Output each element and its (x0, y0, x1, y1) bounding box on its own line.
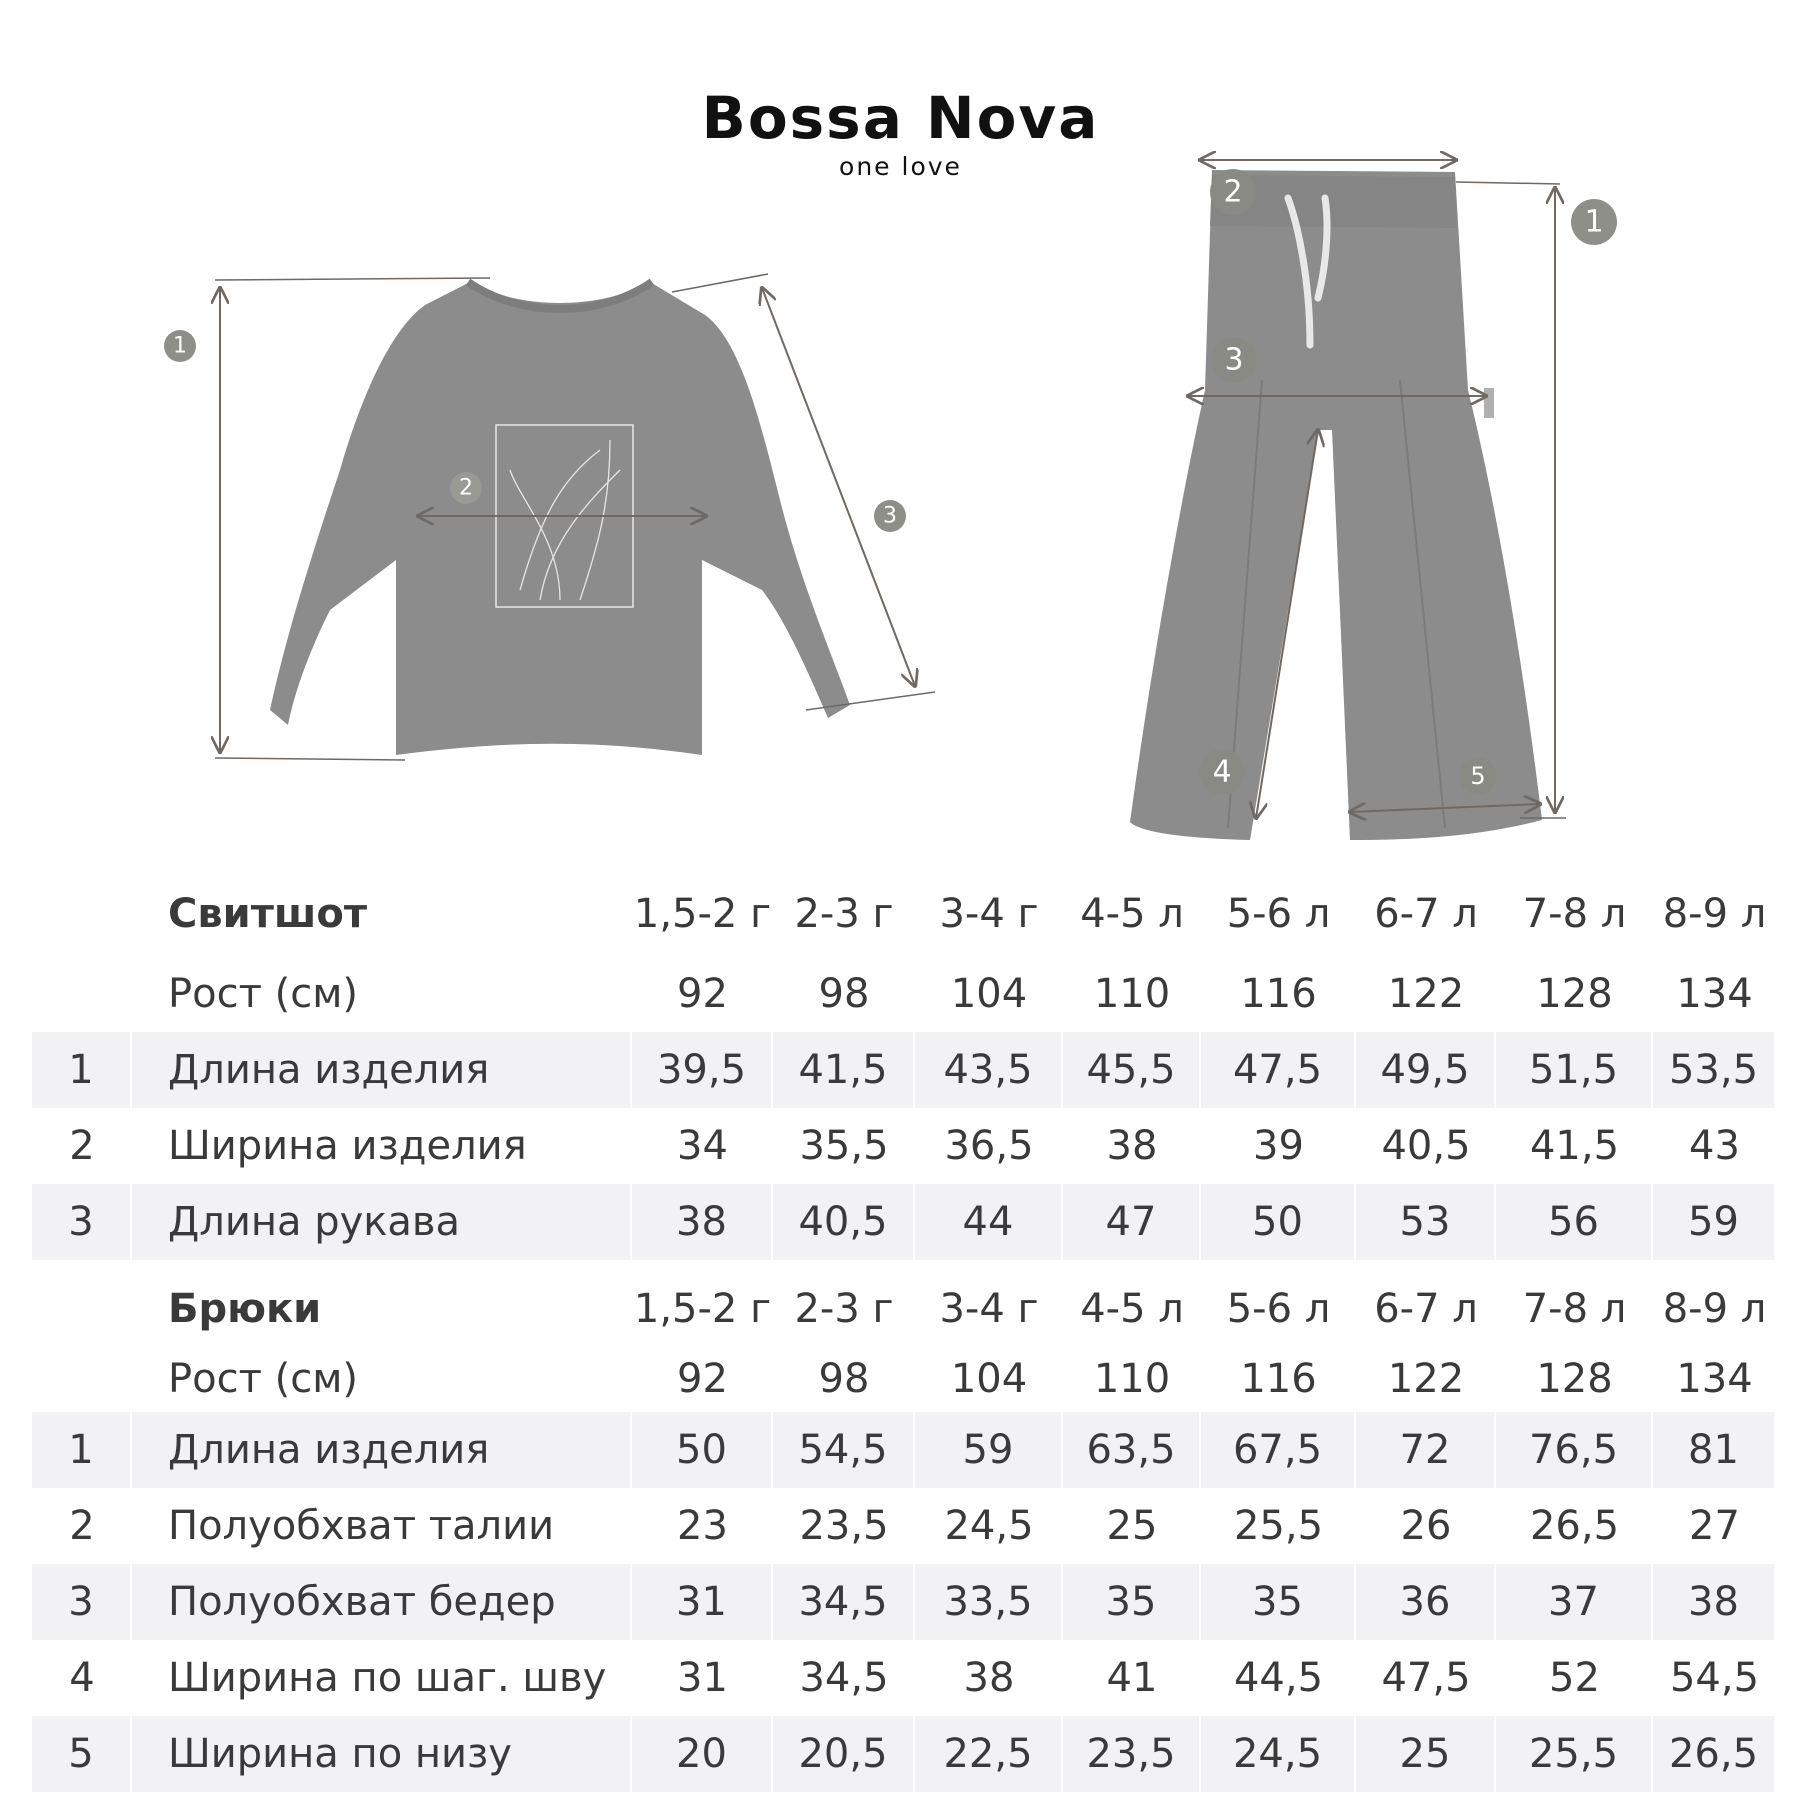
table-cell: 38 (632, 1184, 773, 1260)
height-row (32, 1346, 1776, 1412)
table-cell: 27 (1689, 1503, 1740, 1549)
table-cell: 33,5 (915, 1564, 1063, 1640)
sweatshirt-badge-2 (450, 472, 482, 504)
sweatshirt-illustration (270, 282, 850, 755)
size-header: 6-7 л (1374, 1286, 1478, 1332)
table-cell: 24,5 (944, 1503, 1034, 1549)
table-cell: 53 (1356, 1184, 1496, 1260)
table-cell: 81 (1653, 1412, 1776, 1488)
table-row (32, 1108, 1776, 1184)
table-cell: 36 (1356, 1564, 1496, 1640)
table-cell: 34,5 (773, 1564, 915, 1640)
brand-tagline: one love (839, 152, 962, 181)
table-cell: 39,5 (632, 1032, 773, 1108)
table-header-row (32, 872, 1776, 956)
table-cell: 63,5 (1063, 1412, 1201, 1488)
height-label: Рост (см) (168, 971, 358, 1017)
svg-text:1: 1 (173, 333, 187, 359)
table-cell: 26 (1400, 1503, 1452, 1549)
table-cell: 44,5 (1233, 1655, 1324, 1701)
size-header: 4-5 л (1080, 891, 1184, 937)
size-header: 3-4 г (939, 891, 1039, 937)
table-cell: 25,5 (1496, 1716, 1653, 1792)
pants-badge-3 (1211, 337, 1257, 383)
table-cell: 104 (950, 1356, 1028, 1402)
size-header: 5-6 л (1226, 1286, 1331, 1332)
table-row (32, 1184, 1776, 1260)
size-header: 2-3 г (794, 891, 894, 937)
size-header: 7-8 л (1522, 891, 1627, 937)
table-cell: 44 (915, 1184, 1063, 1260)
size-header: 1,5-2 г (633, 1286, 772, 1332)
table-cell: 41 (1106, 1655, 1158, 1701)
table-cell: 25,5 (1233, 1503, 1324, 1549)
table-cell: 92 (677, 1356, 728, 1402)
table-row (32, 1488, 1776, 1564)
table-cell: 43,5 (915, 1032, 1063, 1108)
size-header: 2-3 г (794, 1286, 894, 1332)
height-row (32, 956, 1776, 1032)
table-cell: 26,5 (1653, 1716, 1776, 1792)
table-cell: 52 (1549, 1655, 1600, 1701)
table-cell: 22,5 (915, 1716, 1063, 1792)
table-cell: 128 (1536, 1356, 1613, 1402)
table-cell: 37 (1496, 1564, 1653, 1640)
table-cell: 134 (1676, 971, 1753, 1017)
table-cell: 39 (1253, 1123, 1304, 1169)
table-cell: 25 (1356, 1716, 1496, 1792)
table-cell: 122 (1387, 1356, 1465, 1402)
table-cell: 23,5 (1063, 1716, 1201, 1792)
table-cell: 98 (818, 971, 870, 1017)
table-cell: 38 (963, 1655, 1015, 1701)
table-cell: 47,5 (1381, 1655, 1471, 1701)
table-cell: 128 (1536, 971, 1613, 1017)
table-cell: 35 (1201, 1564, 1356, 1640)
table-cell: 50 (1201, 1184, 1356, 1260)
table-cell: 110 (1093, 1356, 1171, 1402)
row-label: Ширина по низу (132, 1716, 632, 1792)
table-cell: 59 (1653, 1184, 1776, 1260)
table-cell: 34 (677, 1123, 728, 1169)
table-cell: 38 (1106, 1123, 1158, 1169)
table-cell: 104 (950, 971, 1028, 1017)
brand-logo: Bossa Nova (701, 84, 1100, 152)
row-label: Полуобхват бедер (132, 1564, 632, 1640)
table-cell: 49,5 (1356, 1032, 1496, 1108)
table-cell: 31 (632, 1564, 773, 1640)
svg-text:3: 3 (883, 503, 897, 529)
sweatshirt-badge-1 (164, 330, 196, 362)
pants-illustration (1130, 170, 1542, 840)
table-cell: 47 (1063, 1184, 1201, 1260)
table-cell: 35 (1063, 1564, 1201, 1640)
table-cell: 67,5 (1201, 1412, 1356, 1488)
table-cell: 20,5 (773, 1716, 915, 1792)
pants-badge-5 (1459, 757, 1497, 795)
table-cell: 92 (677, 971, 728, 1017)
row-number: 3 (32, 1564, 132, 1640)
size-header: 7-8 л (1522, 1286, 1627, 1332)
size-header: 6-7 л (1374, 891, 1478, 937)
table-cell: 20 (632, 1716, 773, 1792)
table-cell: 76,5 (1496, 1412, 1653, 1488)
garment-illustrations (0, 0, 1801, 860)
pants-shape (1130, 170, 1542, 840)
table-title: Брюки (168, 1286, 322, 1332)
table-cell: 36,5 (944, 1123, 1034, 1169)
table-cell: 116 (1240, 971, 1317, 1017)
size-header: 1,5-2 г (633, 891, 772, 937)
table-row (32, 1032, 1776, 1108)
table-cell: 34,5 (799, 1655, 889, 1701)
sweatshirt-badge-3 (874, 500, 906, 532)
table-cell: 54,5 (1669, 1655, 1760, 1701)
table-cell: 35,5 (799, 1123, 889, 1169)
table-cell: 122 (1387, 971, 1465, 1017)
table-cell: 72 (1356, 1412, 1496, 1488)
sweatshirt-size-table (32, 872, 1776, 1260)
table-cell: 24,5 (1201, 1716, 1356, 1792)
table-cell: 110 (1093, 971, 1171, 1017)
sweatshirt-shape (270, 282, 850, 755)
pants-badge-1 (1571, 199, 1617, 245)
table-row (32, 1412, 1776, 1488)
row-number: 1 (32, 1412, 132, 1488)
size-header: 5-6 л (1226, 891, 1331, 937)
row-label: Ширина изделия (168, 1123, 527, 1169)
row-label: Длина изделия (132, 1412, 632, 1488)
size-header: 3-4 г (939, 1286, 1039, 1332)
row-number: 4 (69, 1655, 95, 1701)
table-cell: 51,5 (1496, 1032, 1653, 1108)
table-cell: 59 (915, 1412, 1063, 1488)
pants-badge-4 (1199, 749, 1245, 795)
table-cell: 38 (1653, 1564, 1776, 1640)
table-cell: 54,5 (773, 1412, 915, 1488)
table-cell: 26,5 (1529, 1503, 1620, 1549)
row-number: 2 (69, 1123, 95, 1169)
row-label: Полуобхват талии (168, 1503, 555, 1549)
svg-text:1: 1 (1584, 204, 1604, 240)
row-label: Ширина по шаг. шву (168, 1655, 607, 1701)
svg-text:5: 5 (1470, 762, 1486, 790)
row-number: 5 (32, 1716, 132, 1792)
pants-badge-2 (1210, 169, 1256, 215)
table-cell: 40,5 (1381, 1123, 1471, 1169)
svg-text:3: 3 (1224, 342, 1244, 378)
table-cell: 45,5 (1063, 1032, 1201, 1108)
table-cell: 98 (818, 1356, 870, 1402)
table-row (32, 1716, 1776, 1792)
row-number: 1 (32, 1032, 132, 1108)
table-cell: 23,5 (799, 1503, 889, 1549)
table-cell: 31 (677, 1655, 728, 1701)
row-label: Длина изделия (132, 1032, 632, 1108)
table-title: Свитшот (168, 891, 368, 937)
table-header-row (32, 1272, 1776, 1346)
svg-text:2: 2 (1223, 174, 1243, 210)
svg-text:2: 2 (459, 475, 473, 501)
table-cell: 53,5 (1653, 1032, 1776, 1108)
size-header: 4-5 л (1080, 1286, 1184, 1332)
row-number: 2 (69, 1503, 95, 1549)
row-number: 3 (32, 1184, 132, 1260)
table-cell: 116 (1240, 1356, 1317, 1402)
pants-size-table (32, 1272, 1776, 1792)
height-label: Рост (см) (168, 1356, 358, 1402)
table-row (32, 1564, 1776, 1640)
row-label: Длина рукава (132, 1184, 632, 1260)
table-cell: 40,5 (773, 1184, 915, 1260)
table-cell: 41,5 (1529, 1123, 1620, 1169)
size-header: 8-9 л (1662, 1286, 1767, 1332)
table-cell: 47,5 (1201, 1032, 1356, 1108)
table-row (32, 1640, 1776, 1716)
table-cell: 134 (1676, 1356, 1753, 1402)
table-cell: 25 (1106, 1503, 1158, 1549)
size-header: 8-9 л (1662, 891, 1767, 937)
table-cell: 43 (1689, 1123, 1740, 1169)
table-cell: 50 (632, 1412, 773, 1488)
table-cell: 56 (1496, 1184, 1653, 1260)
svg-text:4: 4 (1212, 754, 1232, 790)
table-cell: 41,5 (773, 1032, 915, 1108)
table-cell: 23 (677, 1503, 728, 1549)
